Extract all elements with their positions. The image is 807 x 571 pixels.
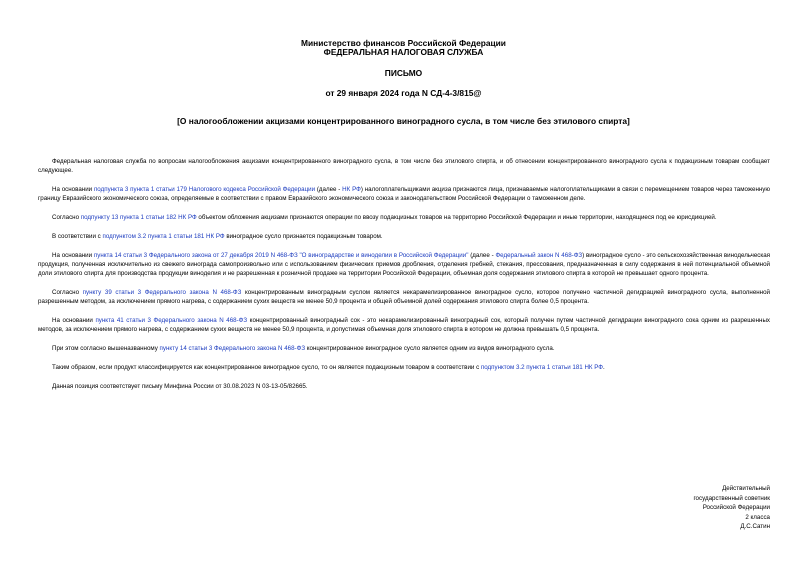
document-subject: [О налогообложении акцизами концентрированного виноградного сусла, в том числе без этилового спирта] [177,116,630,126]
paragraph-text: объектом обложения акцизами признаются операции по ввозу подакцизных товаров на территорию Российской Федерации и иные территории, находящиеся под ее юрисдикцией. [196,214,717,221]
signature-title-line: 2 класса [745,513,770,521]
link-nk-rf[interactable]: НК РФ [342,186,361,193]
link-law-468-article-3-39[interactable]: пункту 39 статьи 3 Федерального закона N 468-ФЗ [82,289,242,296]
paragraph-taxation-object [38,213,770,222]
paragraph-text: Согласно [52,214,81,221]
paragraph-text: (далее - [468,252,496,259]
paragraph-must-type [38,344,770,353]
paragraph-text: концентрированное виноградное сусло является одним из видов виноградного сусла. [305,345,555,352]
paragraph-text: ) виноградное сусло - это сельскохозяйственная винодельческая продукция, полученная исключительно из свежего винограда самопроизвольно или с использованием физических приемов дробления, отделения гребней, стекания, прессования, предназначенная в силу содержания в ней потенциальной объемной доли этилового спирта для производства продукции виноделия и не разрешенная к розничной продаже на территории Российской Федерации, объемная доля содержания этилового спирта в которой не превышает одного процента. [38,252,771,277]
signature-title-line: Российской Федерации [702,504,770,511]
paragraph-concentrated-juice [38,316,770,334]
paragraph-grape-must-definition [38,251,770,278]
link-law-468-article-3-14-again[interactable]: пункту 14 статьи 3 Федерального закона N 468-ФЗ [159,345,306,352]
paragraph-excisable-goods [38,232,770,241]
letter-body [38,157,770,401]
document-date-number: от 29 января 2024 года N СД-4-3/815@ [325,88,482,98]
organization-name: Министерство финансов Российской Федерации [301,38,506,48]
service-name: ФЕДЕРАЛЬНАЯ НАЛОГОВАЯ СЛУЖБА [323,47,484,57]
link-article-181[interactable]: подпунктом 3.2 пункта 1 статьи 181 НК РФ [102,233,225,240]
paragraph-text: ) налогоплательщиками акциза признаются лица, признаваемые налогоплательщиками в связи с перемещением товаров через таможенную границу Евразийского экономического союза, определяемые в соответствии с правом Евразийского экономического союза и законодательством Российской Федерации о таможенном деле. [38,186,771,202]
paragraph-text: Федеральная налоговая служба по вопросам налогообложения акцизами концентрированного виноградного сусла, в том числе без этилового спирта, и об отнесении концентрированного виноградного сусла к подакцизным товарам сообщает следующее. [38,158,770,174]
paragraph-conclusion [38,363,770,372]
link-article-182[interactable]: подпункту 13 пункта 1 статьи 182 НК РФ [80,214,197,221]
signature-block [693,484,770,532]
paragraph-text: В соответствии с [52,233,103,240]
paragraph-intro [38,157,770,175]
paragraph-text: Таким образом, если продукт классифицируется как концентрированное виноградное сусло, то он является подакцизным товаром в соответствии с [52,364,481,371]
paragraph-text: виноградное сусло признается подакцизным товаром. [224,233,383,240]
signature-title-line: Действительный [722,485,770,492]
paragraph-text: Данная позиция соответствует письму Минфина России от 30.08.2023 N 03-13-05/82665. [52,383,308,390]
paragraph-taxpayers [38,185,770,203]
paragraph-text: . [603,364,605,371]
paragraph-text: На основании [52,252,94,259]
signature-title-line: государственный советник [693,494,770,502]
paragraph-concentrated-must [38,288,770,306]
link-tax-code-179[interactable]: подпункта 3 пункта 1 статьи 179 Налогового кодекса Российской Федерации [93,186,316,193]
document-type: ПИСЬМО [384,68,423,78]
paragraph-text: Согласно [52,289,83,296]
paragraph-text: На основании [52,186,94,193]
paragraph-text: концентрированный виноградный сок - это некарамелизированный виноградный сок, который получен путем частичной дегидрации виноградного сока одним из разрешенных методов, за исключением прямого нагрева, с содержанием сухих веществ не менее 50,9 процента, и допустимая объемная доля этилового спирта в котором не должна превышать 0,5 процента. [38,317,771,333]
paragraph-text: (далее - [315,186,343,193]
link-law-468-article-3-41[interactable]: пункта 41 статьи 3 Федерального закона N 468-ФЗ [95,317,248,324]
signatory-name: Д.С.Сатин [740,523,770,530]
paragraph-minfin-reference [38,382,770,391]
paragraph-text: концентрированным виноградным суслом является некарамелизированное виноградное сусло, которое получено частичной дегидрацией виноградного сусла, выполненной разрешенным методом, за исключением прямого нагрева, с содержанием сухих веществ не менее 50,9 процента и общей объемной долей содержания этилового спирта более 0,5 процента. [38,289,770,305]
link-article-181-again[interactable]: подпунктом 3.2 пункта 1 статьи 181 НК РФ [480,364,604,371]
paragraph-text: На основании [52,317,96,324]
link-law-468-article-3-14[interactable]: пункта 14 статьи 3 Федерального закона от 27 декабря 2019 N 468-ФЗ "О виноградарстве и виноделии в Российской Федерации" [93,252,469,259]
link-law-468[interactable]: Федеральный закон N 468-ФЗ [495,252,583,259]
paragraph-text: При этом согласно вышеназванному [52,345,160,352]
